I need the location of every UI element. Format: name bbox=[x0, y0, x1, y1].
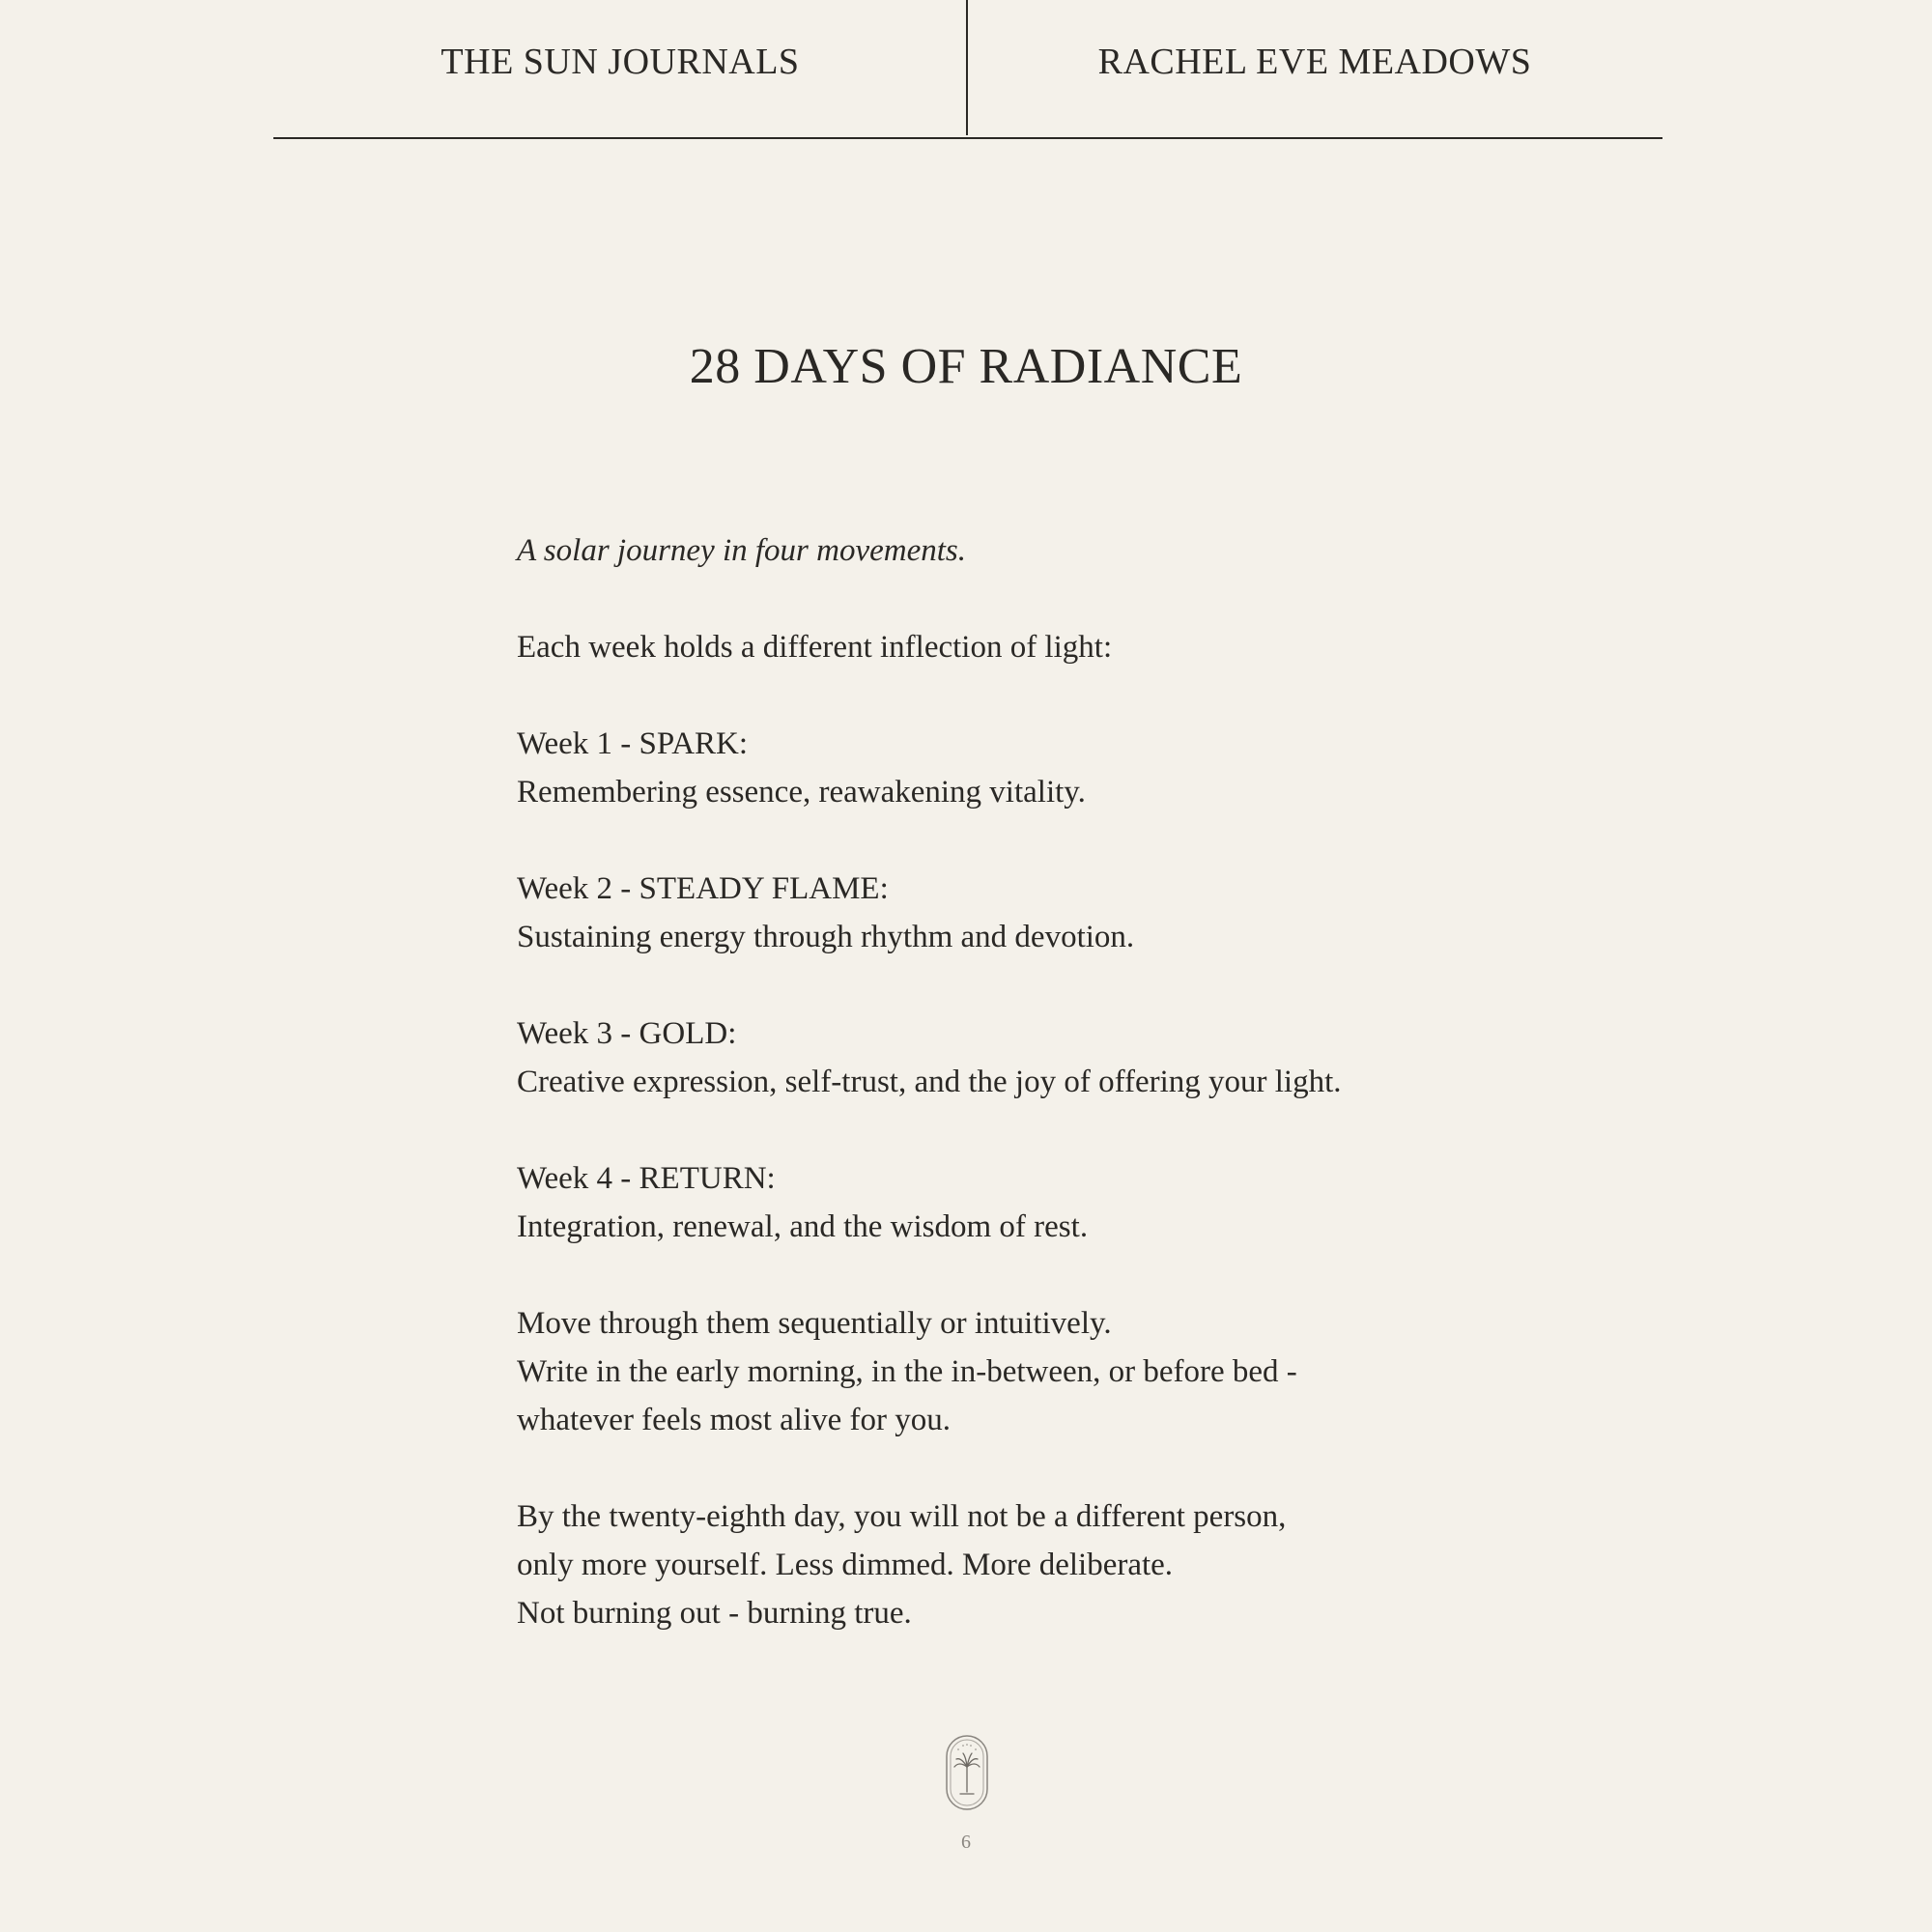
week-text: Sustaining energy through rhythm and devotion. bbox=[517, 920, 1135, 954]
guidance-line: Write in the early morning, in the in-between, or before bed - bbox=[517, 1354, 1297, 1389]
week-text: Remembering essence, reawakening vitality. bbox=[517, 775, 1086, 810]
closing-line: Not burning out - burning true. bbox=[517, 1596, 912, 1631]
page-header bbox=[273, 0, 1662, 139]
week-heading: Week 2 - STEADY FLAME: bbox=[517, 871, 889, 906]
body-text bbox=[517, 526, 1483, 1637]
tagline: A solar journey in four movements. bbox=[517, 533, 967, 568]
week-heading: Week 1 - SPARK: bbox=[517, 726, 749, 761]
page-number: 6 bbox=[961, 1832, 971, 1853]
guidance-line: whatever feels most alive for you. bbox=[517, 1403, 952, 1437]
week-text: Creative expression, self-trust, and the joy of offering your light. bbox=[517, 1065, 1342, 1099]
journal-title: THE SUN JOURNALS bbox=[440, 42, 800, 82]
week-text: Integration, renewal, and the wisdom of rest. bbox=[517, 1209, 1089, 1244]
author-name: RACHEL EVE MEADOWS bbox=[1097, 42, 1532, 82]
week-heading: Week 3 - GOLD: bbox=[517, 1016, 737, 1051]
page-title: 28 DAYS OF RADIANCE bbox=[689, 339, 1243, 394]
week-heading: Week 4 - RETURN: bbox=[517, 1161, 776, 1196]
guidance-line: Move through them sequentially or intuitively. bbox=[517, 1306, 1112, 1341]
closing-line: By the twenty-eighth day, you will not be a different person, bbox=[517, 1499, 1287, 1534]
closing-line: only more yourself. Less dimmed. More deliberate. bbox=[517, 1548, 1174, 1582]
palm-tree-arch-icon bbox=[945, 1734, 989, 1811]
lead-line: Each week holds a different inflection of light: bbox=[517, 630, 1113, 665]
